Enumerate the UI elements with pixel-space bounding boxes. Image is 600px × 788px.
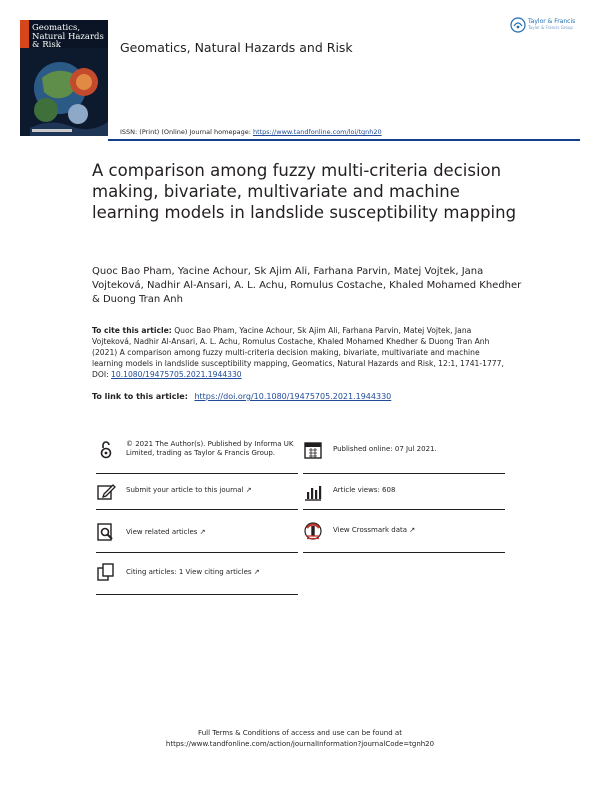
link-label: To link to this article: [92,392,188,401]
divider [303,509,505,510]
footer-line-2[interactable]: https://www.tandfonline.com/action/journalInformation?journalCode=tgnh20 [165,740,435,748]
footer-line-1: Full Terms & Conditions of access and use can be found at [198,729,402,737]
search-document-icon [96,522,116,542]
published-date-text: Published online: 07 Jul 2021. [333,445,437,453]
journal-name: Geomatics, Natural Hazards and Risk [120,40,353,55]
terms-footer [0,728,600,750]
submit-article-link[interactable] [126,486,252,495]
bar-chart-icon [303,482,323,502]
citation-block [92,325,512,380]
crossmark-link[interactable] [333,526,415,535]
divider [96,509,298,510]
article-title: A comparison among fuzzy multi-criteria decision making, bivariate, multivariate and machine learning models in landslide susceptibility mapping [92,161,517,222]
article-doi-url-link[interactable]: https://doi.org/10.1080/19475705.2021.1944330 [194,392,392,401]
external-link-icon: ↗ [245,486,252,494]
crossmark-cell[interactable] [303,522,505,542]
publisher-logo-text: Taylor & Francis [528,18,576,25]
copy-documents-icon [96,562,116,582]
citing-articles-link[interactable] [126,568,260,577]
publisher-logo[interactable] [510,16,590,36]
issn-prefix: ISSN: (Print) (Online) Journal homepage: [120,128,253,136]
divider [96,473,298,474]
cover-title: Geomatics, Natural Hazards & Risk [32,23,104,50]
cite-label: To cite this article: [92,326,172,335]
article-authors: Quoc Bao Pham, Yacine Achour, Sk Ajim Ali, Farhana Parvin, Matej Vojtek, Jana Vojteková, Nadhir Al-Ansari, A. L. Achu, Romulus Costache, Khaled Mohamed Khedher & Duong Tran Anh [92,266,522,305]
publisher-logo-subtext: Taylor & Francis Group [528,25,573,30]
published-date-cell [303,440,505,460]
link-line [92,392,391,401]
external-link-icon: ↗ [199,528,206,536]
taylor-francis-logo-icon [510,17,526,33]
article-views-text: Article views: 608 [333,486,396,494]
cover-publisher-mark [32,129,72,132]
journal-homepage-link[interactable]: https://www.tandfonline.com/loi/tgnh20 [252,128,382,136]
issn-line [120,128,382,136]
related-articles-label: View related articles [126,528,198,536]
citing-articles-label: Citing articles: 1 View citing articles [126,568,252,576]
submit-article-cell[interactable] [96,482,298,502]
external-link-icon: ↗ [409,526,416,534]
header-divider [108,139,580,141]
crossmark-icon [303,522,323,542]
article-views-cell [303,482,505,502]
divider [96,552,298,553]
edit-pencil-icon [96,482,116,502]
crossmark-label: View Crossmark data [333,526,408,534]
external-link-icon: ↗ [253,568,260,576]
journal-cover-image [20,20,108,136]
cover-artwork [20,48,108,136]
license-text: © 2021 The Author(s). Published by Informa UK Limited, trading as Taylor & Francis Group. [126,440,294,457]
citing-articles-cell[interactable] [96,562,298,582]
calendar-icon [303,440,323,460]
doi-link[interactable]: 10.1080/19475705.2021.1944330 [111,370,242,379]
license-cell [96,440,298,474]
cite-text: Quoc Bao Pham, Yacine Achour, Sk Ajim Ali, Farhana Parvin, Matej Vojtek, Jana Vojteková, Nadhir Al-Ansari, A. L. Achu, Romulus Costache, Khaled Mohamed Khedher & Duong Tran Anh (2021) A comparison among fuzzy multi-criteria decision making, bivariate, multivariate and machine learning models in landslide susceptibility mapping, Geomatics, Natural Hazards and Risk, 12:1, 1741-1777, DOI: [92,326,504,379]
divider [303,552,505,553]
related-articles-link[interactable] [126,528,206,537]
submit-article-label: Submit your article to this journal [126,486,244,494]
divider [96,594,298,595]
related-articles-cell[interactable] [96,522,298,542]
divider [303,473,505,474]
open-access-icon [96,440,116,460]
